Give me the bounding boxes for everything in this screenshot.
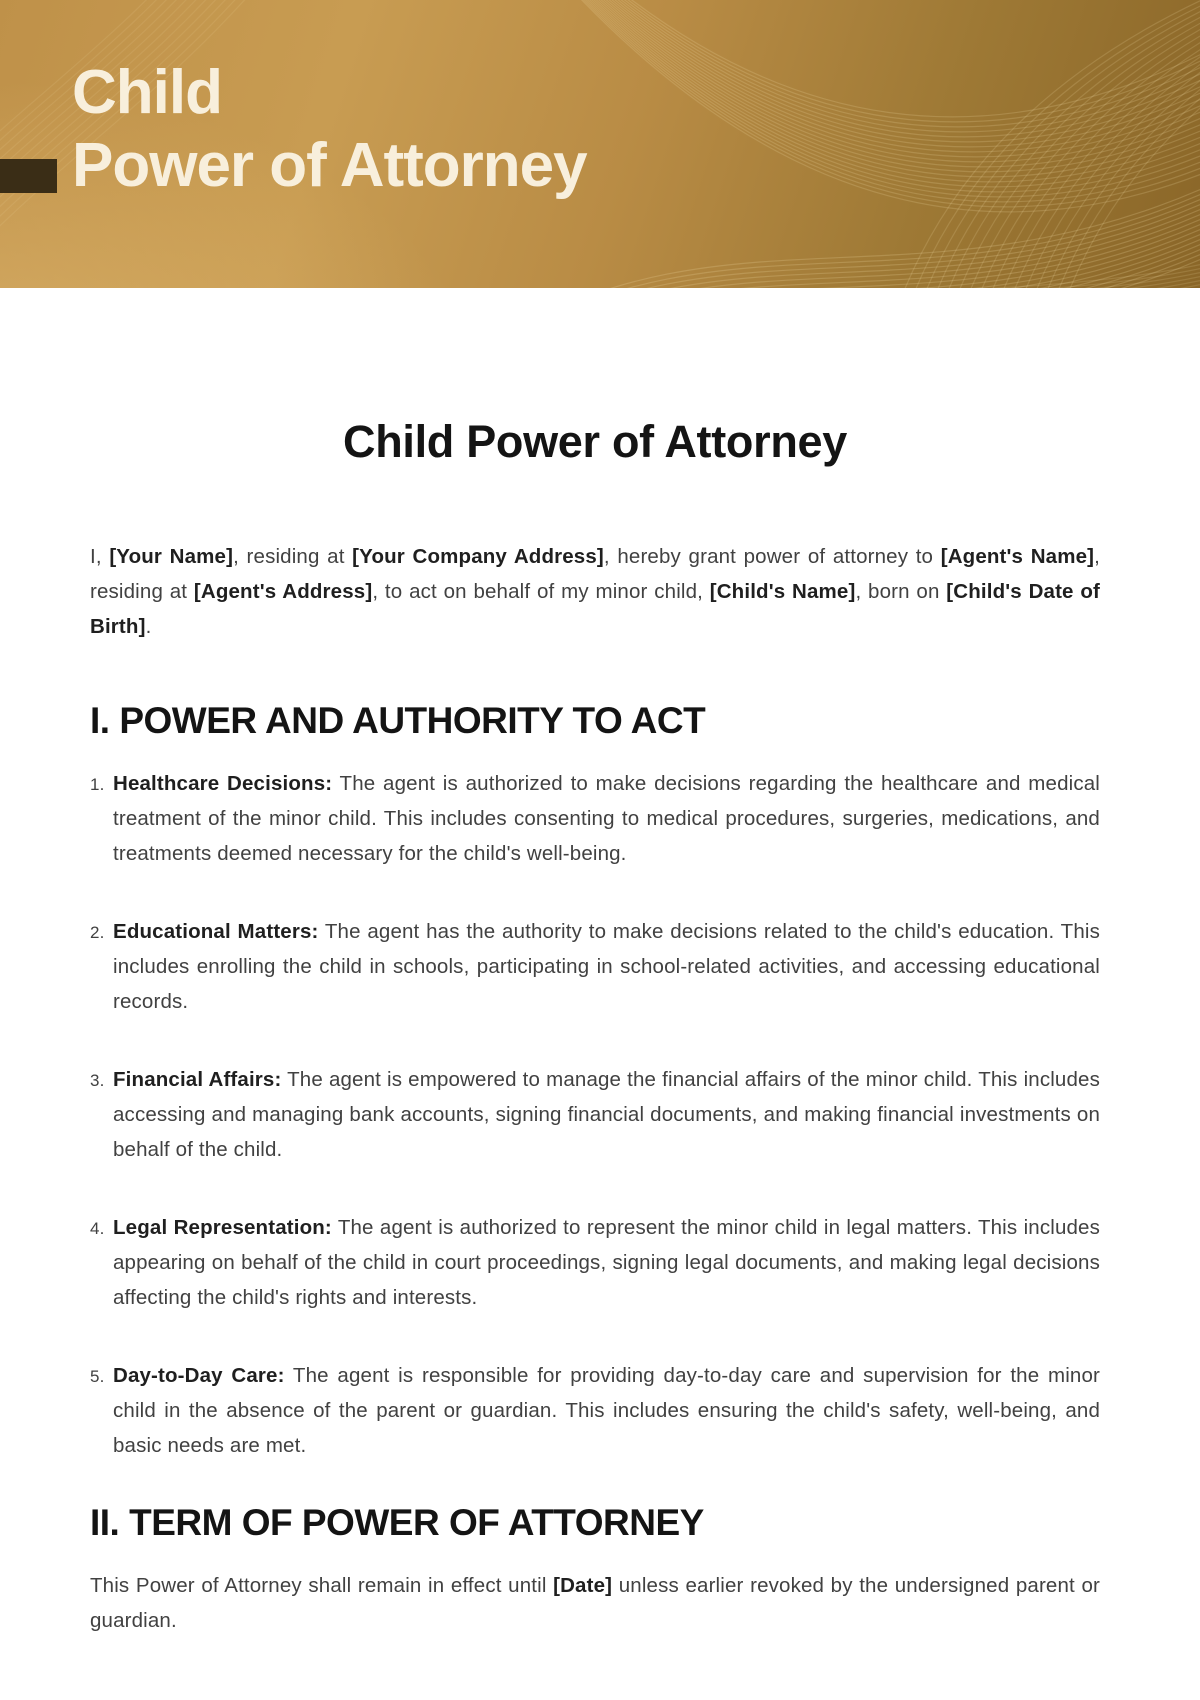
- list-item-number: 2.: [90, 923, 105, 942]
- list-item-text: The agent is authorized to make decisions regarding the healthcare and medical treatment of the minor child. This includes consenting to medical procedures, surgeries, medications, and treatments deemed necessary for the child's well-being.: [113, 772, 1100, 865]
- section-1-heading: I. POWER AND AUTHORITY TO ACT: [90, 700, 706, 741]
- placeholder-token: [Agent's Name]: [940, 545, 1095, 568]
- list-item: [90, 1210, 1100, 1315]
- document-body: [0, 416, 1200, 1638]
- list-item-text: The agent has the authority to make decisions related to the child's education. This includes enrolling the child in schools, participating in school-related activities, and accessing educational records.: [113, 920, 1100, 1013]
- list-item-label: Legal Representation:: [113, 1216, 332, 1239]
- list-item-number: 5.: [90, 1367, 105, 1386]
- list-item-number: 4.: [90, 1219, 105, 1238]
- banner: [0, 0, 1200, 288]
- text-segment: , born on: [855, 580, 947, 603]
- banner-accent-bar: [0, 159, 57, 193]
- document-title: Child Power of Attorney: [343, 416, 847, 467]
- section-2-heading: II. TERM OF POWER OF ATTORNEY: [90, 1502, 704, 1543]
- list-item-label: Healthcare Decisions:: [113, 772, 333, 795]
- placeholder-token: [Your Company Address]: [352, 545, 604, 568]
- text-segment: , to act on behalf of my minor child,: [372, 580, 710, 603]
- banner-title-line2: Power of Attorney: [72, 131, 587, 200]
- banner-title-line1: Child: [72, 58, 222, 127]
- authority-list: [90, 766, 1100, 1463]
- list-item-text: The agent is authorized to represent the minor child in legal matters. This includes appearing on behalf of the child in court proceedings, signing legal documents, and making legal decisions affecting the child's rights and interests.: [113, 1216, 1101, 1309]
- list-item-number: 1.: [90, 775, 105, 794]
- list-item-label: Financial Affairs:: [113, 1068, 282, 1091]
- placeholder-token: [Child's Name]: [709, 580, 856, 603]
- text-segment: , residing at: [233, 545, 353, 568]
- placeholder-token: [Agent's Address]: [193, 580, 373, 603]
- list-item-text: The agent is responsible for providing day-to-day care and supervision for the minor child in the absence of the parent or guardian. This includes ensuring the child's safety, well-being, and basic needs are met.: [113, 1364, 1100, 1457]
- text-segment: This Power of Attorney shall remain in effect until: [90, 1574, 554, 1597]
- text-segment: I,: [90, 545, 110, 568]
- list-item: [90, 1358, 1100, 1463]
- text-segment: , residing at: [90, 545, 1100, 603]
- text-segment: .: [145, 615, 152, 638]
- list-item-text: The agent is empowered to manage the financial affairs of the minor child. This includes accessing and managing bank accounts, signing financial documents, and making financial investments on behalf of the child.: [113, 1068, 1100, 1161]
- list-item: [90, 766, 1100, 871]
- list-item: [90, 1062, 1100, 1167]
- intro-paragraph: [90, 539, 1100, 644]
- list-item-number: 3.: [90, 1071, 105, 1090]
- placeholder-token: [Your Name]: [109, 545, 234, 568]
- term-paragraph: [90, 1568, 1100, 1638]
- list-item: [90, 914, 1100, 1019]
- text-segment: , hereby grant power of attorney to: [603, 545, 941, 568]
- text-segment: unless earlier revoked by the undersigned parent or guardian.: [90, 1574, 1100, 1632]
- banner-title: [72, 56, 587, 202]
- list-item-label: Educational Matters:: [113, 920, 319, 943]
- list-item-label: Day-to-Day Care:: [113, 1364, 285, 1387]
- placeholder-token: [Child's Date of Birth]: [90, 580, 1101, 638]
- placeholder-token: [Date]: [553, 1574, 613, 1597]
